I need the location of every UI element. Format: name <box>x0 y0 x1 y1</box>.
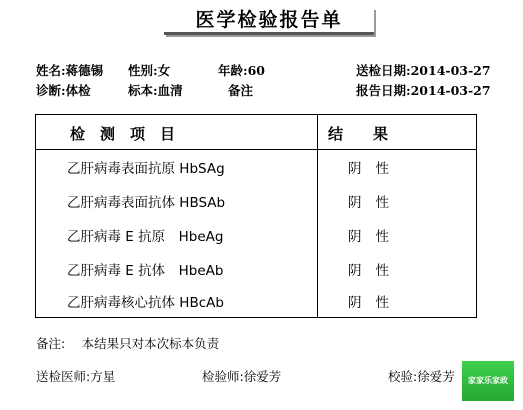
inspector-signature: 检验师:徐爱芳 <box>202 369 282 384</box>
reviewer-signature: 校验:徐爱芳 <box>388 369 455 384</box>
column-divider <box>317 115 318 317</box>
specimen: 标本:血清 <box>128 83 183 98</box>
patient-gender: 性别:女 <box>128 63 171 78</box>
test-result: 阴性 <box>348 295 403 311</box>
test-result: 阴性 <box>348 229 403 245</box>
header-divider <box>36 149 476 150</box>
test-item: 乙肝病毒表面抗体 HBSAb <box>67 195 226 211</box>
test-result: 阴性 <box>348 263 403 279</box>
doctor-signature: 送检医师:方星 <box>36 369 116 384</box>
watermark-badge: 家家乐家政 <box>462 361 514 401</box>
remark-label: 备注 <box>228 83 254 98</box>
patient-age: 年龄:60 <box>218 63 266 78</box>
test-item: 乙肝病毒 E 抗原 HbeAg <box>67 229 224 245</box>
header-item: 检 测 项 目 <box>70 125 176 143</box>
test-item: 乙肝病毒核心抗体 HBcAb <box>67 295 224 311</box>
diagnosis: 诊断:体检 <box>36 83 91 98</box>
report-title: 医学检验报告单 <box>164 8 374 35</box>
patient-name: 姓名:蒋德锡 <box>36 63 104 78</box>
header-result: 结 果 <box>328 125 389 143</box>
footer-note: 备注: 本结果只对本次标本负责 <box>36 336 220 351</box>
test-item: 乙肝病毒 E 抗体 HbeAb <box>67 263 224 279</box>
report-date: 报告日期:2014-03-27 <box>356 83 491 98</box>
test-item: 乙肝病毒表面抗原 HbSAg <box>67 161 225 177</box>
results-table <box>35 114 477 318</box>
test-result: 阴性 <box>348 161 403 177</box>
submit-date: 送检日期:2014-03-27 <box>356 63 491 78</box>
test-result: 阴性 <box>348 195 403 211</box>
